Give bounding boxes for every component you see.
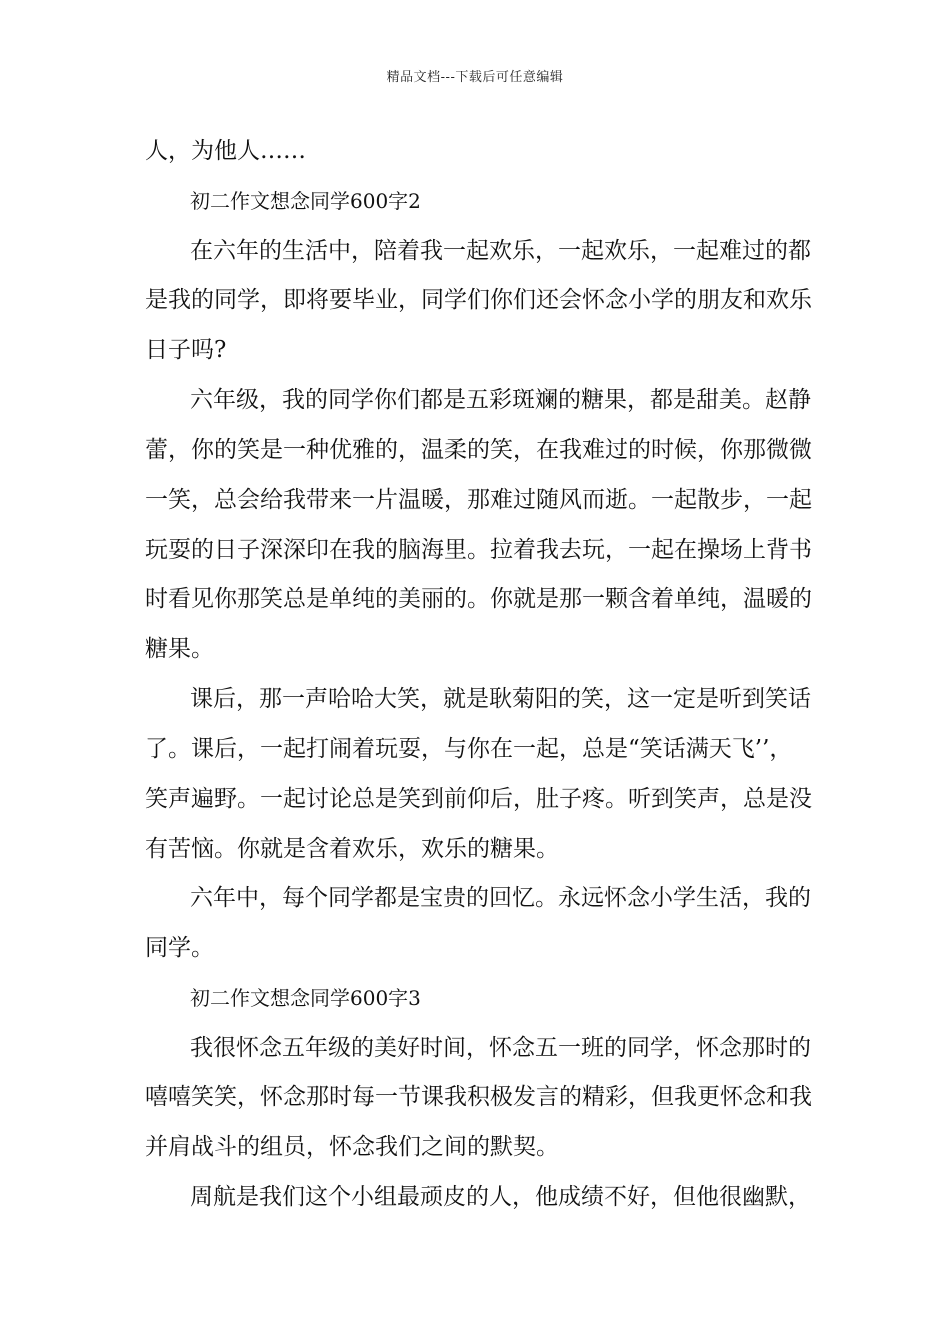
section-heading: 初二作文想念同学600字3 [190, 986, 421, 1010]
text-line: 六年中，每个同学都是宝贵的回忆。永远怀念小学生活，我的 [190, 885, 811, 911]
text-line: 课后，那一声哈哈大笑，就是耿菊阳的笑，这一定是听到笑话 [190, 686, 811, 712]
text-line: 同学。 [145, 935, 214, 961]
text-line: 人，为他人…… [145, 138, 306, 164]
page-header: 精品文档---下载后可任意编辑 [386, 70, 564, 85]
text-line: 嘻嘻笑笑，怀念那时每一节课我积极发言的精彩，但我更怀念和我 [145, 1084, 812, 1110]
text-line: 有苦恼。你就是含着欢乐，欢乐的糖果。 [145, 836, 559, 862]
text-line: 时看见你那笑总是单纯的美丽的。你就是那一颗含着单纯，温暖的 [145, 586, 812, 612]
text-line: 日子吗? [145, 337, 227, 363]
text-line: 并肩战斗的组员，怀念我们之间的默契。 [145, 1134, 559, 1160]
text-line: 一笑，总会给我带来一片温暖，那难过随风而逝。一起散步，一起 [145, 487, 812, 513]
text-line: 蕾，你的笑是一种优雅的，温柔的笑，在我难过的时候，你那微微 [145, 437, 812, 463]
text-line: 笑声遍野。一起讨论总是笑到前仰后，肚子疼。听到笑声，总是没 [145, 786, 812, 812]
text-line: 我很怀念五年级的美好时间，怀念五一班的同学，怀念那时的 [190, 1035, 811, 1061]
section-heading: 初二作文想念同学600字2 [190, 189, 421, 213]
text-line: 是我的同学，即将要毕业，同学们你们还会怀念小学的朋友和欢乐 [145, 287, 812, 313]
text-line: 了。课后，一起打闹着玩耍，与你在一起，总是“笑话满天飞’’， [145, 736, 793, 762]
text-line: 六年级，我的同学你们都是五彩斑斓的糖果，都是甜美。赵静 [190, 387, 811, 413]
text-line: 糖果。 [145, 636, 214, 662]
text-line: 周航是我们这个小组最顽皮的人，他成绩不好，但他很幽默， [190, 1184, 811, 1210]
text-line: 在六年的生活中，陪着我一起欢乐，一起欢乐，一起难过的都 [190, 238, 811, 264]
text-line: 玩耍的日子深深印在我的脑海里。拉着我去玩，一起在操场上背书 [145, 537, 812, 563]
